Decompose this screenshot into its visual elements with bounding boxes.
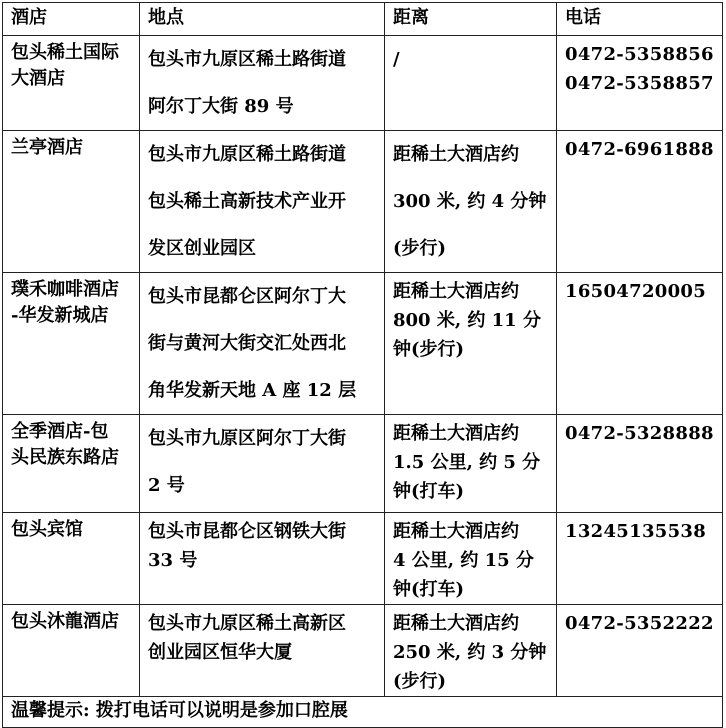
distance-line: 距稀土大酒店约 xyxy=(393,144,519,165)
header-location: 地点 xyxy=(140,3,385,36)
location-cell xyxy=(140,36,385,131)
distance-line: 4 公里, 约 15 分 xyxy=(393,550,534,571)
hotel-name-line: -华发新城店 xyxy=(11,305,109,326)
header-hotel: 酒店 xyxy=(3,3,140,36)
phone-number: 0472-6961888 xyxy=(565,139,714,160)
location-cell xyxy=(140,131,385,273)
phone-number: 0472-5352222 xyxy=(565,613,714,634)
location-cell xyxy=(140,605,385,697)
hotel-name-line: 包头稀土国际 xyxy=(11,42,119,63)
location-line: 包头市昆都仑区钢铁大街 xyxy=(148,521,346,542)
location-cell xyxy=(140,415,385,513)
hotel-name-line: 璞禾咖啡酒店 xyxy=(11,279,119,300)
hotel-name-cell xyxy=(3,513,140,605)
table-row xyxy=(3,273,723,415)
distance-line: (步行) xyxy=(393,238,447,259)
location-cell xyxy=(140,513,385,605)
location-line: 包头市九原区阿尔丁大街 xyxy=(148,428,346,449)
hotel-name-line: 包头宾馆 xyxy=(11,519,83,540)
distance-line: 距稀土大酒店约 xyxy=(393,281,519,302)
distance-line: / xyxy=(393,49,400,70)
hotel-name-line: 包头沐龍酒店 xyxy=(11,611,119,632)
hotel-name-cell xyxy=(3,36,140,131)
phone-number: 0472-5358856 xyxy=(565,44,714,65)
distance-line: 距稀土大酒店约 xyxy=(393,521,519,542)
table-row xyxy=(3,36,723,131)
phone-number: 0472-5358857 xyxy=(565,73,714,94)
distance-cell xyxy=(385,605,557,697)
table-row xyxy=(3,415,723,513)
hotel-name-cell xyxy=(3,415,140,513)
phone-cell xyxy=(557,36,723,131)
location-cell xyxy=(140,273,385,415)
location-line: 包头市九原区稀土高新区 xyxy=(148,613,346,634)
hotel-name-cell xyxy=(3,273,140,415)
location-line: 包头市九原区稀土路街道 xyxy=(148,144,346,165)
footer-note: 温馨提示: 拨打电话可以说明是参加口腔展 xyxy=(3,697,723,728)
location-line: 街与黄河大街交汇处西北 xyxy=(148,333,346,354)
phone-number: 13245135538 xyxy=(565,521,707,542)
location-line: 包头市九原区稀土路街道 xyxy=(148,49,346,70)
distance-line: 钟(步行) xyxy=(393,339,465,360)
hotel-name-cell xyxy=(3,605,140,697)
distance-line: 250 米, 约 3 分钟 xyxy=(393,642,547,663)
distance-cell xyxy=(385,131,557,273)
hotel-table xyxy=(2,2,723,728)
phone-cell xyxy=(557,605,723,697)
distance-line: 1.5 公里, 约 5 分 xyxy=(393,452,541,473)
hotel-name-line: 全季酒店-包 xyxy=(11,421,109,442)
location-line: 创业园区恒华大厦 xyxy=(148,642,292,663)
location-line: 2 号 xyxy=(148,475,185,496)
hotel-name-line: 兰亭酒店 xyxy=(11,137,83,158)
header-distance: 距离 xyxy=(385,3,557,36)
hotel-name-line: 头民族东路店 xyxy=(11,447,119,468)
location-line: 包头稀土高新技术产业开 xyxy=(148,191,346,212)
distance-line: 钟(打车) xyxy=(393,579,465,600)
location-line: 33 号 xyxy=(148,550,198,571)
phone-cell xyxy=(557,273,723,415)
distance-cell xyxy=(385,415,557,513)
header-row xyxy=(3,3,723,36)
location-line: 包头市昆都仑区阿尔丁大 xyxy=(148,286,346,307)
table-row xyxy=(3,605,723,697)
table-row xyxy=(3,131,723,273)
distance-cell xyxy=(385,513,557,605)
distance-line: 距稀土大酒店约 xyxy=(393,613,519,634)
phone-number: 0472-5328888 xyxy=(565,423,714,444)
footer-row xyxy=(3,697,723,728)
distance-line: 800 米, 约 11 分 xyxy=(393,310,541,331)
phone-cell xyxy=(557,131,723,273)
location-line: 发区创业园区 xyxy=(148,238,256,259)
distance-line: 钟(打车) xyxy=(393,481,465,502)
distance-cell xyxy=(385,36,557,131)
table-row xyxy=(3,513,723,605)
header-phone: 电话 xyxy=(557,3,723,36)
phone-number: 16504720005 xyxy=(565,281,707,302)
hotel-name-cell xyxy=(3,131,140,273)
distance-line: 距稀土大酒店约 xyxy=(393,423,519,444)
distance-line: 300 米, 约 4 分钟 xyxy=(393,191,547,212)
phone-cell xyxy=(557,513,723,605)
phone-cell xyxy=(557,415,723,513)
distance-cell xyxy=(385,273,557,415)
distance-line: (步行) xyxy=(393,671,447,692)
location-line: 角华发新天地 A 座 12 层 xyxy=(148,380,357,401)
hotel-name-line: 大酒店 xyxy=(11,68,65,89)
location-line: 阿尔丁大街 89 号 xyxy=(148,96,294,117)
